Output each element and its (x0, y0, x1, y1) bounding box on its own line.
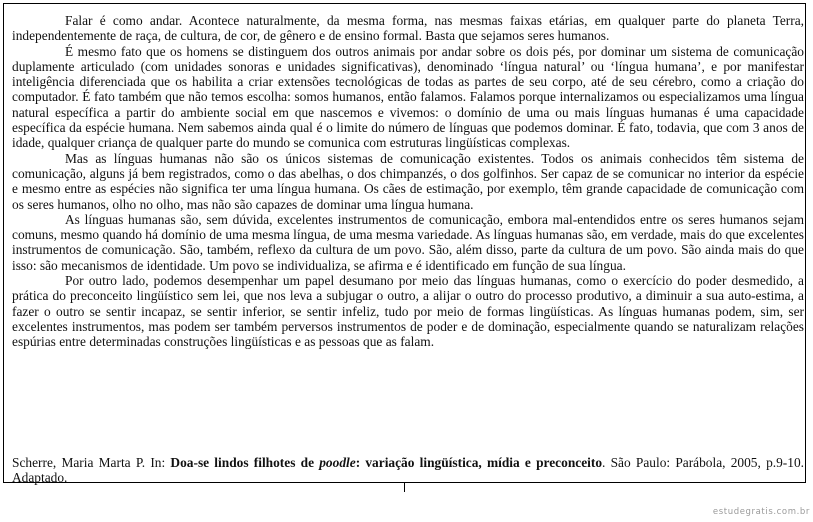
citation-publisher: . São Paulo: Parábola, 2005, p.9-10. Adaptado. (12, 455, 804, 486)
watermark: estudegratis.com.br (712, 507, 810, 517)
paragraph-5: Por outro lado, podemos desempenhar um papel desumano por meio das línguas humanas, como o exercício do poder desmedido, a prática do preconceito lingüístico sem lei, que nos leva a subjugar o outro, a alijar o outro do processo produtivo, a diminuir a sua auto-estima, a fazer o outro se sentir incapaz, se sentir inferior, se sentir infeliz, tudo por meio de formas lingüísticas. As línguas humanas podem, sim, ser excelentes instrumentos, mas podem ser também perversos instrumentos de poder e de dominação, especialmente quando se naturalizam relações espúrias entre determinadas construções lingüísticas e as pessoas que as falam. (12, 273, 804, 350)
text-frame (3, 3, 806, 486)
citation-title: Doa-se lindos filhotes de poodle: variação lingüística, mídia e preconceito (170, 455, 603, 470)
paragraph-3: Mas as línguas humanas não são os únicos sistemas de comunicação existentes. Todos os animais conhecidos têm sistema de comunicação, alguns já bem registrados, como o das abelhas, o dos chimpanzés, o dos golfinhos. Ser capaz de se comunicar no interior da espécie e mesmo entre as espécies não significa ter uma língua humana. Os cães de estimação, por exemplo, têm grande capacidade de comunicação com os seres humanos, olho no olho, mas não são capazes de dominar uma língua humana. (12, 150, 804, 212)
source-citation (12, 455, 804, 486)
center-tick-mark (404, 483, 405, 492)
paragraph-2: É mesmo fato que os homens se distinguem dos outros animais por andar sobre os dois pés, por dominar um sistema de comunicação duplamente articulado (com unidades sonoras e unidades significativas), denominado ‘língua natural’ ou ‘língua humana’, e por manifestar inteligência diferenciada que os habilita a criar extensões tecnológicas de todas as partes de seu corpo, até de seu cérebro, como a criação do computador. É fato também que não temos escolha: somos humanos, então falamos. Falamos porque internalizamos ou especializamos uma língua natural específica a partir do ambiente social em que nascemos e vivemos: o domínio de uma ou mais línguas humanas é uma capacidade específica da espécie humana. Nem sabemos ainda qual é o limite do número de línguas que podemos dominar. É fato, todavia, que com 3 anos de idade, qualquer criança de qualquer parte do mundo se comunica com estruturas lingüísticas complexas. (12, 43, 804, 151)
paragraph-4: As línguas humanas são, sem dúvida, excelentes instrumentos de comunicação, embora mal-entendidos entre os seres humanos sejam comuns, mesmo quando há domínio de uma mesma língua, de uma mesma variedade. As línguas humanas são, em verdade, mais do que excelentes instrumentos de comunicação. São, também, reflexo da cultura de um povo. São, além disso, parte da cultura de um povo. São ainda mais do que isso: são mecanismos de identidade. Um povo se individualiza, se afirma e é identificado em função de sua língua. (12, 211, 804, 273)
citation-author: Scherre, Maria Marta P. In: (12, 455, 171, 470)
article-body (12, 13, 804, 350)
paragraph-1: Falar é como andar. Acontece naturalmente, da mesma forma, nas mesmas faixas etárias, em qualquer parte do planeta Terra, independentemente de raça, de cultura, de cor, de gênero e de ensino formal. Basta que sejamos seres humanos. (12, 13, 804, 44)
citation-title-italic: poodle (319, 455, 356, 470)
